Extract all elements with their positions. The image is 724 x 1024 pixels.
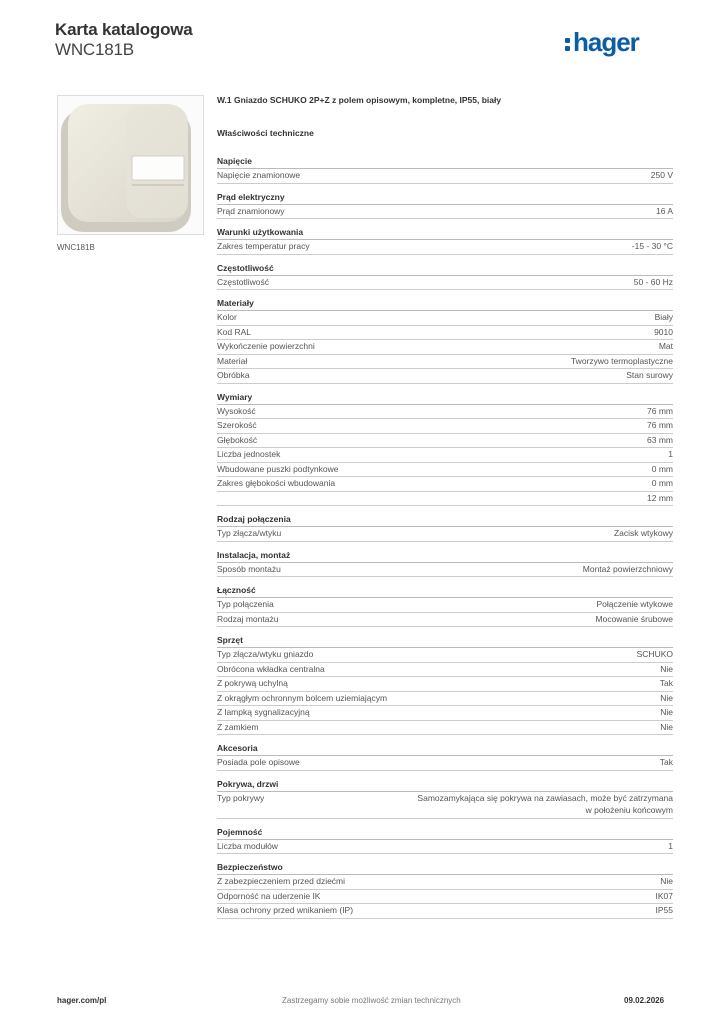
spec-row [217, 434, 673, 449]
spec-group [217, 263, 673, 291]
spec-label: Z zabezpieczeniem przed dziećmi [217, 876, 346, 886]
spec-row [217, 276, 673, 291]
spec-value: 9010 [654, 326, 673, 337]
spec-value: 16 A [655, 205, 673, 216]
spec-value: -15 - 30 °C [631, 241, 673, 251]
spec-row [217, 405, 673, 420]
spec-label: Typ połączenia [217, 599, 274, 609]
spec-label: Liczba modułów [217, 840, 278, 851]
spec-label: Kolor [217, 312, 237, 322]
spec-value: IK07 [655, 890, 673, 901]
spec-label: Wykończenie powierzchni [217, 341, 315, 351]
spec-value: Tak [659, 757, 673, 767]
spec-label: Szerokość [217, 420, 257, 430]
hager-logo [565, 27, 639, 58]
spec-label: Napięcie znamionowe [217, 170, 301, 180]
spec-row [217, 326, 673, 341]
footer-notice: Zastrzegamy sobie możliwość zmian technicznych [282, 996, 461, 1005]
spec-row [217, 890, 673, 905]
page-title: Karta katalogowa [55, 20, 193, 39]
spec-label: Posiada pole opisowe [217, 757, 300, 767]
spec-label: Kod RAL [217, 326, 252, 337]
spec-value: Nie [660, 876, 673, 886]
spec-row [217, 677, 673, 692]
spec-label: Częstotliwość [217, 276, 269, 287]
spec-group-title: Pokrywa, drzwi [217, 779, 673, 792]
spec-row [217, 169, 673, 184]
socket-illustration-icon [58, 96, 203, 234]
spec-group-title: Akcesoria [217, 743, 673, 756]
spec-value: 0 mm [651, 463, 673, 474]
spec-groups [217, 156, 673, 919]
spec-label: Prąd znamionowy [217, 205, 285, 216]
spec-group [217, 862, 673, 919]
spec-value: SCHUKO [636, 649, 673, 659]
spec-row [217, 240, 673, 255]
spec-row [217, 904, 673, 919]
spec-row [217, 706, 673, 721]
spec-value: Mat [658, 341, 673, 351]
spec-label: Odporność na uderzenie IK [217, 890, 321, 901]
spec-value: Montaż powierzchniowy [582, 563, 673, 574]
spec-value: Nie [660, 692, 673, 703]
spec-row [217, 492, 673, 507]
spec-group-title: Bezpieczeństwo [217, 862, 673, 875]
spec-label: Materiał [217, 355, 248, 366]
spec-row [217, 721, 673, 736]
spec-group-title: Prąd elektryczny [217, 192, 673, 205]
spec-value: 76 mm [647, 420, 673, 430]
spec-group [217, 192, 673, 220]
spec-value: Połączenie wtykowe [596, 599, 673, 609]
spec-value: 50 - 60 Hz [633, 276, 673, 287]
product-code: WNC181B [55, 40, 134, 59]
spec-label: Obrócona wkładka centralna [217, 663, 325, 674]
footer-website[interactable]: hager.com/pl [57, 996, 107, 1005]
spec-value: 12 mm [647, 492, 673, 503]
spec-value: 250 V [650, 170, 673, 180]
spec-group-title: Pojemność [217, 827, 673, 840]
spec-row [217, 613, 673, 628]
spec-label: Liczba jednostek [217, 449, 281, 459]
spec-group [217, 743, 673, 771]
spec-value: 1 [668, 449, 673, 459]
spec-label: Obróbka [217, 370, 250, 380]
spec-row [217, 448, 673, 463]
image-caption: WNC181B [57, 243, 95, 252]
spec-value: Tworzywo termoplastyczne [570, 355, 673, 366]
spec-row [217, 463, 673, 478]
spec-group-title: Wymiary [217, 392, 673, 405]
logo-dots-icon [565, 35, 571, 54]
spec-group [217, 156, 673, 184]
spec-row [217, 598, 673, 613]
spec-label: Zakres głębokości wbudowania [217, 478, 336, 488]
spec-label: Z zamkiem [217, 721, 259, 732]
spec-row [217, 311, 673, 326]
spec-label: Z okrągłym ochronnym bolcem uziemiającym [217, 692, 388, 703]
spec-value: Nie [660, 721, 673, 732]
spec-group [217, 514, 673, 542]
spec-label: Klasa ochrony przed wnikaniem (IP) [217, 905, 354, 915]
spec-value: Stan surowy [626, 370, 673, 380]
spec-sheet [217, 95, 673, 919]
spec-group-title: Sprzęt [217, 635, 673, 648]
spec-group-title: Łączność [217, 585, 673, 598]
spec-row [217, 875, 673, 890]
spec-label: Wbudowane puszki podtynkowe [217, 463, 339, 474]
spec-row [217, 369, 673, 384]
spec-row [217, 355, 673, 370]
spec-label: Rodzaj montażu [217, 613, 279, 624]
spec-group [217, 227, 673, 255]
spec-group [217, 635, 673, 735]
footer-date: 09.02.2026 [624, 996, 665, 1005]
tech-heading: Właściwości techniczne [217, 128, 314, 138]
spec-group [217, 392, 673, 507]
spec-label: Głębokość [217, 434, 258, 445]
spec-value: IP55 [655, 905, 673, 915]
spec-label: Typ pokrywy [217, 792, 265, 803]
spec-row [217, 692, 673, 707]
spec-row [217, 648, 673, 663]
spec-group [217, 298, 673, 384]
spec-group-title: Rodzaj połączenia [217, 514, 673, 527]
spec-group-title: Napięcie [217, 156, 673, 169]
spec-row [217, 563, 673, 578]
spec-value: 0 mm [651, 478, 673, 488]
spec-row [217, 477, 673, 492]
spec-value: 76 mm [647, 405, 673, 416]
spec-row [217, 340, 673, 355]
spec-label: Typ złącza/wtyku [217, 528, 282, 538]
spec-group-title: Materiały [217, 298, 673, 311]
spec-value: Zacisk wtykowy [613, 528, 673, 538]
spec-row [217, 840, 673, 855]
product-title: W.1 Gniazdo SCHUKO 2P+Z z polem opisowym, kompletne, IP55, biały [217, 95, 502, 105]
spec-label: Z pokrywą uchylną [217, 678, 288, 688]
spec-group-title: Częstotliwość [217, 263, 673, 276]
spec-row [217, 663, 673, 678]
spec-value: 1 [668, 840, 673, 851]
spec-value: 63 mm [647, 434, 673, 445]
spec-value: Samozamykająca się pokrywa na zawiasach, może być zatrzymana w położeniu końcowym [417, 792, 673, 815]
spec-value: Nie [660, 707, 673, 717]
spec-value: Tak [659, 678, 673, 688]
spec-value: Nie [660, 663, 673, 674]
spec-label: Wysokość [217, 405, 256, 416]
logo-text: hager [573, 27, 639, 57]
spec-row [217, 419, 673, 434]
spec-value: Biały [654, 312, 673, 322]
spec-group [217, 585, 673, 627]
spec-group-title: Instalacja, montaż [217, 550, 673, 563]
spec-label: Z lampką sygnalizacyjną [217, 707, 310, 717]
spec-row [217, 756, 673, 771]
spec-label: Typ złącza/wtyku gniazdo [217, 649, 314, 659]
spec-row [217, 205, 673, 220]
spec-group [217, 779, 673, 819]
spec-group [217, 550, 673, 578]
spec-value: Mocowanie śrubowe [595, 613, 673, 624]
spec-row [217, 792, 673, 819]
spec-label: Zakres temperatur pracy [217, 241, 310, 251]
spec-group-title: Warunki użytkowania [217, 227, 673, 240]
spec-label: Sposób montażu [217, 563, 281, 574]
spec-row [217, 527, 673, 542]
product-image [57, 95, 204, 235]
spec-group [217, 827, 673, 855]
